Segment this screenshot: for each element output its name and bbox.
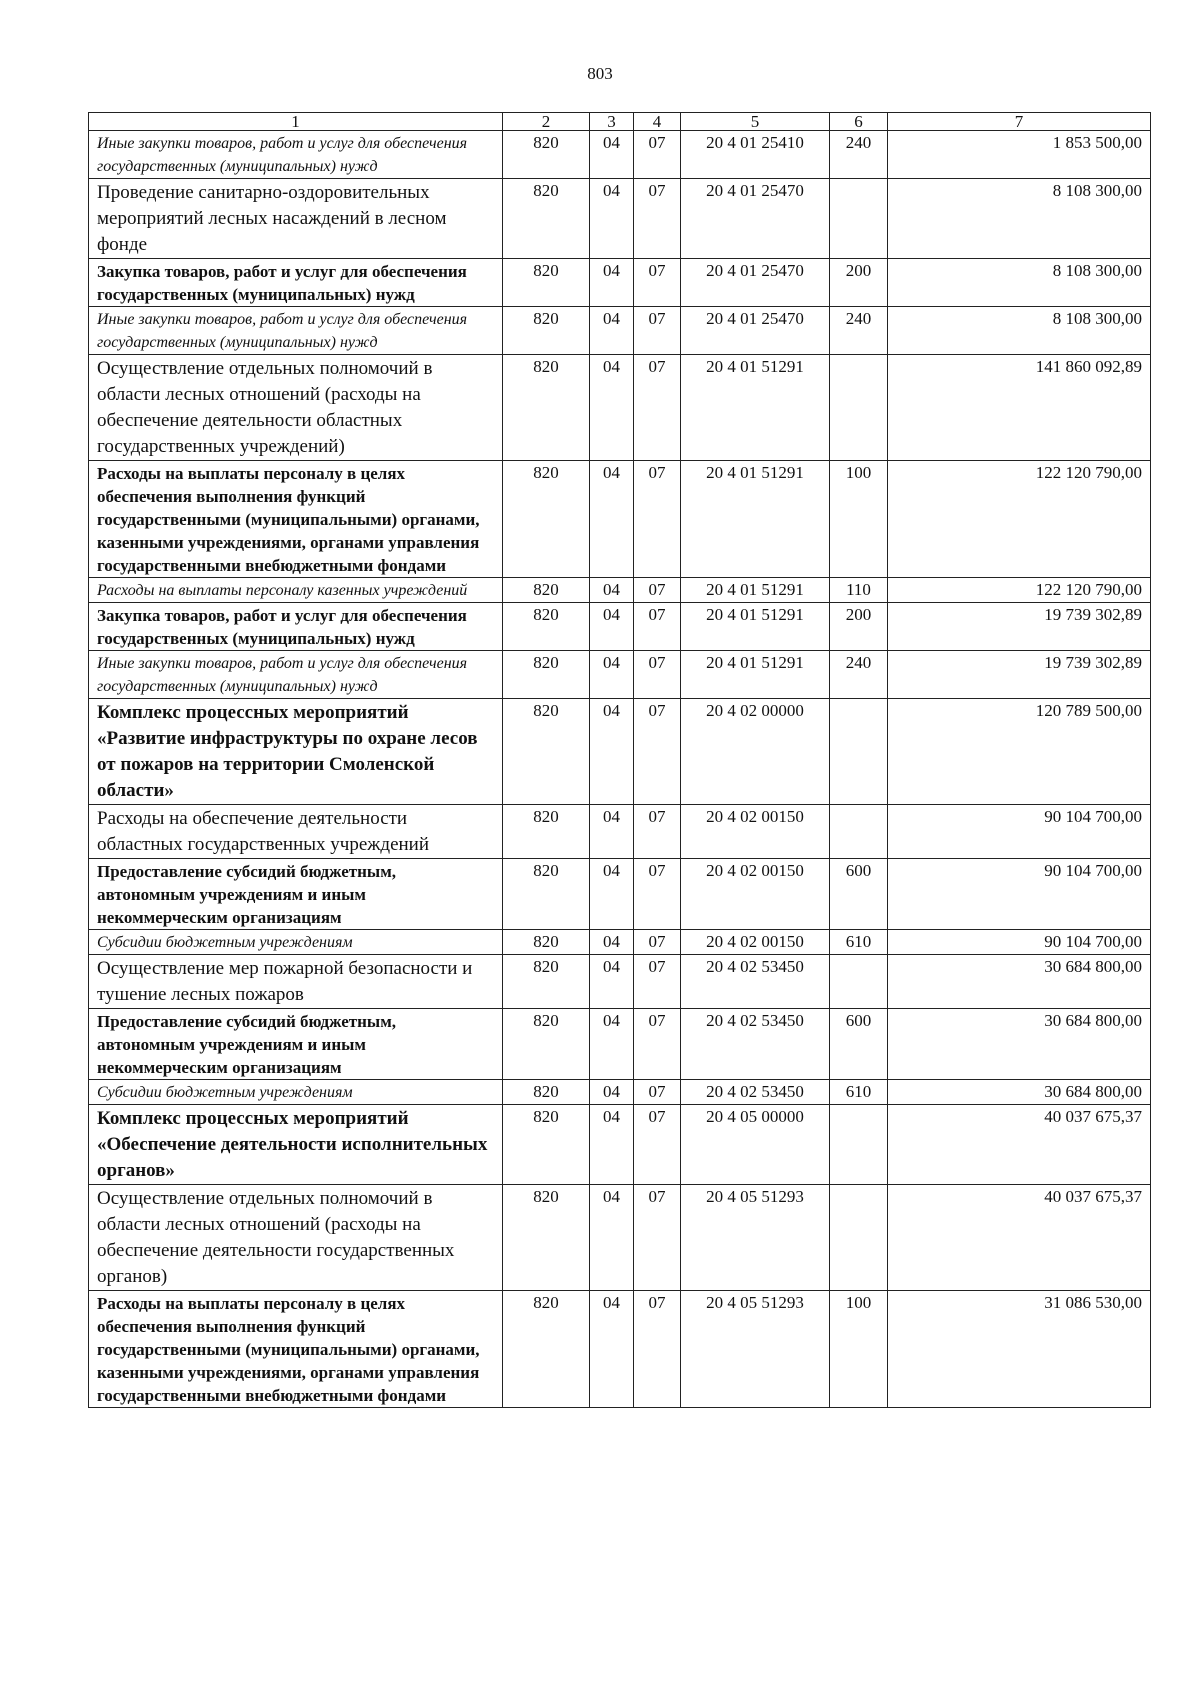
amount: 19 739 302,89 [888,603,1151,651]
department-code: 820 [503,355,590,461]
amount: 8 108 300,00 [888,259,1151,307]
expense-name: Осуществление отдельных полномочий в области лесных отношений (расходы на обеспечение деятельности государственных органов) [89,1185,503,1291]
amount: 141 860 092,89 [888,355,1151,461]
expense-name: Проведение санитарно-оздоровительных мероприятий лесных насаждений в лесном фонде [89,179,503,259]
column-header: 7 [888,113,1151,131]
section-code: 04 [590,179,634,259]
table-row [89,1080,1151,1105]
expense-name: Осуществление отдельных полномочий в области лесных отношений (расходы на обеспечение деятельности областных государственных учреждений) [89,355,503,461]
department-code: 820 [503,603,590,651]
budget-table [88,112,1151,1408]
amount: 30 684 800,00 [888,1080,1151,1105]
expense-type-code: 200 [830,603,888,651]
department-code: 820 [503,955,590,1009]
target-article-code: 20 4 05 51293 [681,1291,830,1408]
subsection-code: 07 [634,651,681,699]
target-article-code: 20 4 05 51293 [681,1185,830,1291]
department-code: 820 [503,1080,590,1105]
table-row [89,1105,1151,1185]
expense-name: Расходы на выплаты персоналу в целях обеспечения выполнения функций государственными (муниципальными) органами, казенными учреждениями, органами управления государственными внебюджетными фондами [89,461,503,578]
table-row [89,1291,1151,1408]
section-code: 04 [590,651,634,699]
expense-name: Закупка товаров, работ и услуг для обеспечения государственных (муниципальных) нужд [89,603,503,651]
column-header: 5 [681,113,830,131]
column-header: 2 [503,113,590,131]
expense-type-code [830,699,888,805]
expense-name: Иные закупки товаров, работ и услуг для обеспечения государственных (муниципальных) нужд [89,131,503,179]
expense-name: Осуществление мер пожарной безопасности и тушение лесных пожаров [89,955,503,1009]
amount: 40 037 675,37 [888,1105,1151,1185]
table-row [89,651,1151,699]
table-row [89,603,1151,651]
section-code: 04 [590,259,634,307]
expense-name: Иные закупки товаров, работ и услуг для обеспечения государственных (муниципальных) нужд [89,651,503,699]
department-code: 820 [503,699,590,805]
subsection-code: 07 [634,1080,681,1105]
department-code: 820 [503,930,590,955]
target-article-code: 20 4 02 00150 [681,805,830,859]
expense-type-code: 600 [830,1009,888,1080]
expense-name: Расходы на выплаты персоналу казенных учреждений [89,578,503,603]
section-code: 04 [590,131,634,179]
department-code: 820 [503,1291,590,1408]
amount: 120 789 500,00 [888,699,1151,805]
amount: 31 086 530,00 [888,1291,1151,1408]
expense-name: Расходы на обеспечение деятельности областных государственных учреждений [89,805,503,859]
subsection-code: 07 [634,259,681,307]
target-article-code: 20 4 01 51291 [681,578,830,603]
expense-name: Иные закупки товаров, работ и услуг для обеспечения государственных (муниципальных) нужд [89,307,503,355]
subsection-code: 07 [634,1185,681,1291]
section-code: 04 [590,1105,634,1185]
section-code: 04 [590,355,634,461]
column-header: 3 [590,113,634,131]
amount: 90 104 700,00 [888,805,1151,859]
section-code: 04 [590,1291,634,1408]
table-row [89,699,1151,805]
department-code: 820 [503,307,590,355]
subsection-code: 07 [634,859,681,930]
department-code: 820 [503,131,590,179]
section-code: 04 [590,1080,634,1105]
department-code: 820 [503,1009,590,1080]
expense-name: Предоставление субсидий бюджетным, автономным учреждениям и иным некоммерческим организациям [89,1009,503,1080]
expense-type-code [830,179,888,259]
subsection-code: 07 [634,1009,681,1080]
expense-type-code: 610 [830,1080,888,1105]
table-row [89,1009,1151,1080]
expense-type-code [830,805,888,859]
target-article-code: 20 4 01 25470 [681,259,830,307]
expense-type-code: 610 [830,930,888,955]
expense-type-code: 240 [830,131,888,179]
amount: 30 684 800,00 [888,1009,1151,1080]
target-article-code: 20 4 02 00150 [681,859,830,930]
subsection-code: 07 [634,131,681,179]
section-code: 04 [590,578,634,603]
department-code: 820 [503,651,590,699]
expense-type-code: 100 [830,1291,888,1408]
expense-name: Предоставление субсидий бюджетным, автономным учреждениям и иным некоммерческим организациям [89,859,503,930]
expense-name: Закупка товаров, работ и услуг для обеспечения государственных (муниципальных) нужд [89,259,503,307]
column-header: 4 [634,113,681,131]
expense-name: Расходы на выплаты персоналу в целях обеспечения выполнения функций государственными (муниципальными) органами, казенными учреждениями, органами управления государственными внебюджетными фондами [89,1291,503,1408]
amount: 90 104 700,00 [888,930,1151,955]
department-code: 820 [503,259,590,307]
subsection-code: 07 [634,603,681,651]
target-article-code: 20 4 05 00000 [681,1105,830,1185]
section-code: 04 [590,307,634,355]
amount: 122 120 790,00 [888,461,1151,578]
target-article-code: 20 4 01 51291 [681,461,830,578]
table-row [89,259,1151,307]
table-row [89,930,1151,955]
department-code: 820 [503,805,590,859]
target-article-code: 20 4 02 53450 [681,1009,830,1080]
subsection-code: 07 [634,1105,681,1185]
column-header: 1 [89,113,503,131]
subsection-code: 07 [634,179,681,259]
amount: 19 739 302,89 [888,651,1151,699]
table-row [89,859,1151,930]
amount: 8 108 300,00 [888,179,1151,259]
table-row [89,1185,1151,1291]
expense-type-code: 240 [830,651,888,699]
subsection-code: 07 [634,699,681,805]
target-article-code: 20 4 01 25410 [681,131,830,179]
subsection-code: 07 [634,1291,681,1408]
section-code: 04 [590,955,634,1009]
section-code: 04 [590,930,634,955]
amount: 122 120 790,00 [888,578,1151,603]
target-article-code: 20 4 01 51291 [681,355,830,461]
expense-name: Субсидии бюджетным учреждениям [89,930,503,955]
department-code: 820 [503,461,590,578]
table-row [89,461,1151,578]
amount: 40 037 675,37 [888,1185,1151,1291]
page-number: 803 [587,64,613,83]
amount: 90 104 700,00 [888,859,1151,930]
expense-type-code: 240 [830,307,888,355]
department-code: 820 [503,859,590,930]
subsection-code: 07 [634,461,681,578]
table-row [89,578,1151,603]
target-article-code: 20 4 01 25470 [681,307,830,355]
section-code: 04 [590,805,634,859]
table-row [89,131,1151,179]
section-code: 04 [590,1185,634,1291]
target-article-code: 20 4 02 00150 [681,930,830,955]
department-code: 820 [503,578,590,603]
table-row [89,805,1151,859]
table-row [89,307,1151,355]
expense-name: Комплекс процессных мероприятий «Развитие инфраструктуры по охране лесов от пожаров на территории Смоленской области» [89,699,503,805]
subsection-code: 07 [634,578,681,603]
expense-name: Комплекс процессных мероприятий «Обеспечение деятельности исполнительных органов» [89,1105,503,1185]
subsection-code: 07 [634,955,681,1009]
table-row [89,179,1151,259]
section-code: 04 [590,1009,634,1080]
expense-type-code: 100 [830,461,888,578]
section-code: 04 [590,699,634,805]
department-code: 820 [503,179,590,259]
expense-name: Субсидии бюджетным учреждениям [89,1080,503,1105]
target-article-code: 20 4 02 00000 [681,699,830,805]
expense-type-code [830,1105,888,1185]
table-row [89,355,1151,461]
expense-type-code [830,955,888,1009]
table-row [89,955,1151,1009]
expense-type-code: 200 [830,259,888,307]
expense-type-code: 110 [830,578,888,603]
target-article-code: 20 4 01 51291 [681,651,830,699]
amount: 30 684 800,00 [888,955,1151,1009]
department-code: 820 [503,1185,590,1291]
column-header: 6 [830,113,888,131]
expense-type-code: 600 [830,859,888,930]
amount: 1 853 500,00 [888,131,1151,179]
target-article-code: 20 4 01 25470 [681,179,830,259]
amount: 8 108 300,00 [888,307,1151,355]
subsection-code: 07 [634,805,681,859]
expense-type-code [830,355,888,461]
target-article-code: 20 4 02 53450 [681,955,830,1009]
subsection-code: 07 [634,930,681,955]
expense-type-code [830,1185,888,1291]
subsection-code: 07 [634,307,681,355]
target-article-code: 20 4 02 53450 [681,1080,830,1105]
header-row [89,113,1151,131]
subsection-code: 07 [634,355,681,461]
section-code: 04 [590,603,634,651]
section-code: 04 [590,461,634,578]
section-code: 04 [590,859,634,930]
target-article-code: 20 4 01 51291 [681,603,830,651]
department-code: 820 [503,1105,590,1185]
